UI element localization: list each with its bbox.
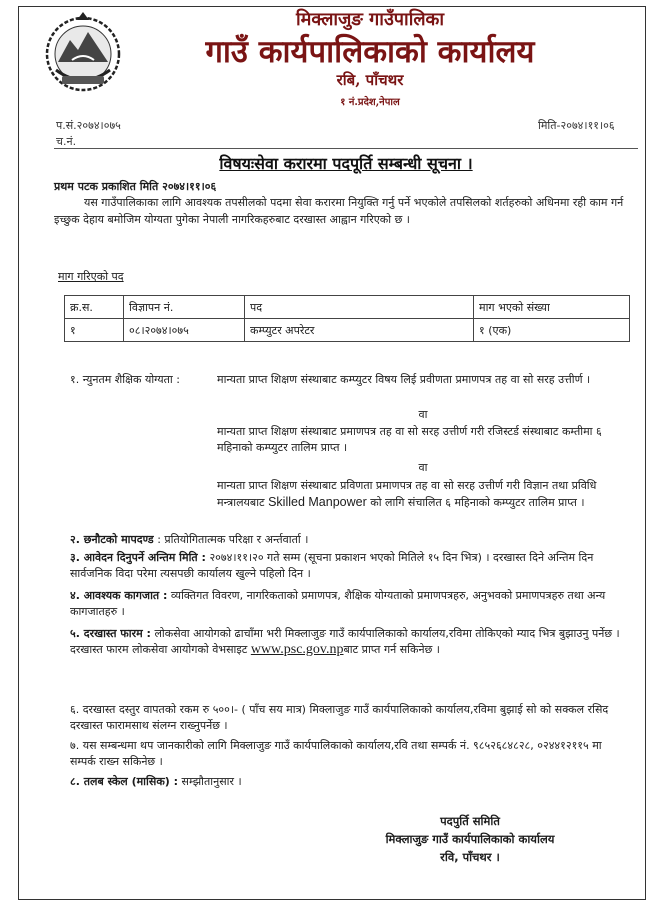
- posts-heading: माग गरिएको पद: [58, 270, 124, 283]
- item-3: [70, 550, 628, 582]
- table-cell: ०८।२०७४।०७५: [124, 319, 245, 342]
- table-cell: १: [65, 319, 124, 342]
- item-1-or-2: वा: [418, 461, 428, 474]
- item-1-option-c-tail: को लागि संचालित ६ महिनाको कम्प्युटर तालिम प्राप्त ।: [370, 496, 585, 509]
- header-rule: [54, 148, 638, 149]
- item-1-option-a: मान्यता प्राप्त शिक्षण संस्थाबाट कम्प्युटर विषय लिई प्रवीणता प्रमाणपत्र तह वा सो सरह उत्तीर्ण ।: [217, 373, 591, 386]
- item-4: [70, 588, 628, 620]
- signature-location: रवि, पाँचथर ।: [440, 850, 500, 864]
- nepal-emblem-icon: [42, 10, 124, 96]
- signature-block: [340, 812, 600, 866]
- posts-table: [64, 295, 630, 342]
- item-8: [70, 774, 628, 790]
- table-header-cell: विज्ञापन नं.: [124, 296, 245, 319]
- subject-heading: विषयःसेवा करारमा पदपूर्ति सम्बन्धी सूचना ।: [219, 154, 473, 173]
- signature-committee: पदपुर्ति समिति: [440, 814, 500, 828]
- province-line: १ नं.प्रदेश,नेपाल: [340, 97, 400, 108]
- item-7: ७. यस सम्बन्धमा थप जानकारीको लागि मिक्लाजुङ गाउँ कार्यपालिकाको कार्यालय,रवि तथा सम्पर्क नं. ९८५२६८४८२८, ०२४४१२११५ मा सम्पर्क राख्न सकिनेछ ।: [70, 739, 602, 768]
- item-8-text: सम्झौतानुसार ।: [181, 775, 242, 788]
- table-header-cell: क्र.स.: [65, 296, 124, 319]
- skilled-manpower-text: Skilled Manpower: [268, 495, 367, 509]
- item-1-option-b: मान्यता प्राप्त शिक्षण संस्थाबाट प्रमाणपत्र तह वा सो सरह उत्तीर्ण गरी रजिस्टर्ड संस्थाबाट कम्तीमा ६ महिनाको कम्प्युटर तालिम प्राप्त ।: [217, 425, 602, 454]
- item-5: [70, 626, 628, 658]
- dispatch-number: च.नं.: [56, 135, 77, 148]
- item-5-label: ५. दरखास्त फारम :: [70, 627, 151, 640]
- item-8-label: ८. तलब स्केल (मासिक) :: [70, 775, 179, 788]
- intro-paragraph: यस गाउँपालिकाका लागि आवश्यक तपसीलको पदमा सेवा करारमा नियुक्ति गर्नु पर्ने भएकोले तपसिलको शर्तहरुको अधिनमा रही काम गर्न इच्छुक देहाय बमोजिम योग्यता पुगेका नेपाली नागरिकहरुबाट दरखास्त आह्वान गरिएको छ ।: [54, 196, 624, 226]
- item-4-text: व्यक्तिगत विवरण, नागरिकताको प्रमाणपत्र, शैक्षिक योग्यताको प्रमाणपत्रहरु, अनुभवको प्रमाणपत्रहरु तथा अन्य कागजातहरु ।: [70, 589, 606, 618]
- item-1-label: १. न्युनतम शैक्षिक योग्यता :: [70, 373, 180, 386]
- item-5-text: लोकसेवा आयोगको ढाचाँमा भरी मिक्लाजुङ गाउँ कार्यपालिकाको कार्यालय,रविमा तोकिएको म्याद भित्र बुझाउनु पर्नेछ । दरखास्त फारम लोकसेवा आयोगको वेभसाइट: [70, 627, 620, 656]
- reference-number: प.सं.२०७४।०७५: [56, 119, 121, 132]
- item-1-option-c: [217, 478, 629, 511]
- first-published-date: प्रथम पटक प्रकाशित मिति २०७४।११।०६: [54, 180, 217, 193]
- table-header-cell: पद: [245, 296, 474, 319]
- table-cell: कम्प्युटर अपरेटर: [245, 319, 474, 342]
- item-3-text: २०७४।११।२० गते सम्म (सूचना प्रकाशन भएको मितिले १५ दिन भित्र) । दरखास्त दिने अन्तिम दिन सार्वजनिक विदा परेमा त्यसपछी कार्यालय खुल्ने पहिलो दिन ।: [70, 551, 594, 580]
- table-header-cell: माग भएको संख्या: [474, 296, 630, 319]
- table-header-row: [65, 296, 630, 319]
- item-5-tail: बाट प्राप्त गर्न सकिनेछ ।: [343, 643, 440, 656]
- psc-website-link[interactable]: www.psc.gov.np: [250, 642, 344, 657]
- municipality-name: मिक्लाजुङ गाउँपालिका: [295, 9, 445, 30]
- item-1-or-1: वा: [418, 408, 428, 421]
- item-3-label: ३. आवेदन दिनुपर्ने अन्तिम मिति :: [70, 551, 206, 564]
- notice-date: मिति-२०७४।११।०६: [538, 119, 615, 132]
- table-row: [65, 319, 630, 342]
- item-2: [70, 532, 628, 548]
- item-2-text: : प्रतियोगितात्मक परिक्षा र अर्न्तवार्ता ।: [157, 533, 309, 546]
- signature-office: मिक्लाजुङ गाउँ कार्यपालिकाको कार्यालय: [385, 832, 555, 846]
- office-location: रबि, पाँचथर: [336, 71, 404, 89]
- item-4-label: ४. आवश्यक कागजात :: [70, 589, 168, 602]
- item-1-option-c-text: मान्यता प्राप्त शिक्षण संस्थाबाट प्रविणता प्रमाणपत्र तह वा सो सरह उत्तीर्ण गरी विज्ञान तथा प्रविधि मन्त्रालयबाट: [217, 479, 597, 509]
- item-2-label: २. छनौटको मापदण्ड: [70, 533, 154, 546]
- office-title: गाउँ कार्यपालिकाको कार्यालय: [205, 34, 535, 70]
- table-cell: १ (एक): [474, 319, 630, 342]
- item-6: ६. दरखास्त दस्तुर वापतको रकम रु ५००।- ( पाँच सय मात्र) मिक्लाजुङ गाउँ कार्यपालिकाको कार्यालय,रविमा बुझाई सो को सक्कल रसिद दरखास्त फारामसाथ संलग्न राख्नुपर्नेछ ।: [70, 703, 609, 732]
